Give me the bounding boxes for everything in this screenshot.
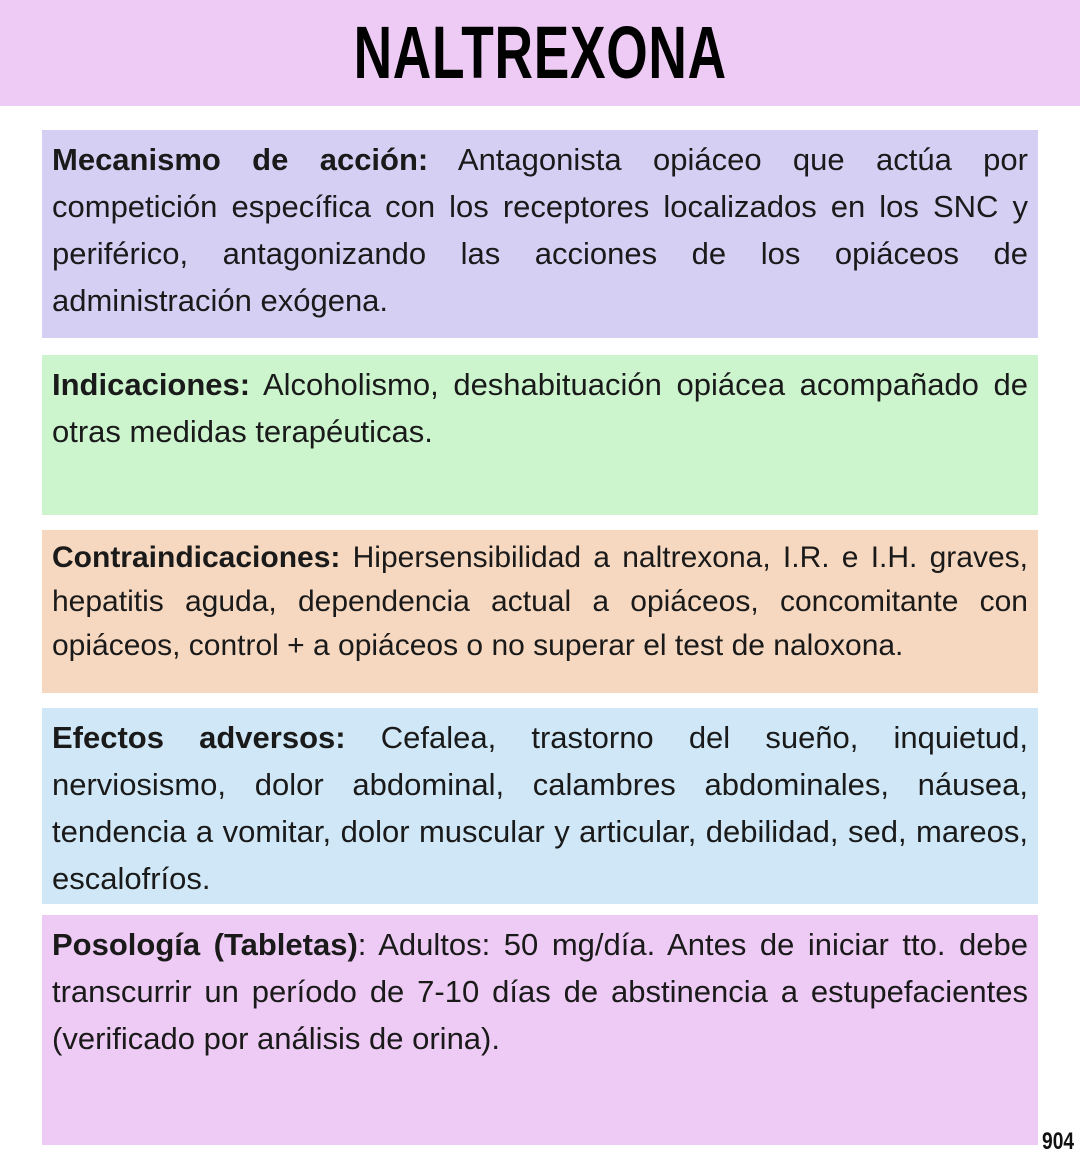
section-text: : Adultos: 50 mg/día. Antes de iniciar tto. debe transcurrir un período de 7-10 días de abstinencia a estupefacientes (verificado por análisis de orina). — [52, 927, 1029, 1056]
section-indications — [42, 355, 1038, 515]
section-label: Contraindicaciones: — [52, 541, 341, 574]
section-dosage — [42, 915, 1038, 1145]
section-contraindications — [42, 530, 1038, 693]
section-text: Cefalea, trastorno del sueño, inquietud, nerviosismo, dolor abdominal, calambres abdominales, náusea, tendencia a vomitar, dolor muscular y articular, debilidad, sed, mareos, escalofríos. — [52, 720, 1028, 896]
section-label: Posología (Tabletas) — [52, 927, 358, 962]
section-text: Antagonista opiáceo que actúa por competición específica con los receptores localizados en los SNC y periférico, antagonizando las acciones de los opiáceos de administración exógena. — [52, 142, 1028, 318]
title-banner — [0, 0, 1080, 106]
section-mechanism — [42, 130, 1038, 338]
section-label: Indicaciones: — [52, 367, 251, 402]
section-label: Efectos adversos: — [52, 720, 346, 755]
page-title: NALTREXONA — [353, 11, 727, 94]
section-label: Mecanismo de acción: — [52, 142, 429, 177]
section-adverse-effects — [42, 708, 1038, 904]
section-text: Hipersensibilidad a naltrexona, I.R. e I.H. graves, hepatitis aguda, dependencia actual a opiáceos, concomitante con opiáceos, control + a opiáceos o no superar el test de naloxona. — [52, 541, 1028, 662]
page-number: 904 — [1041, 1128, 1074, 1155]
section-text: Alcoholismo, deshabituación opiácea acompañado de otras medidas terapéuticas. — [52, 367, 1028, 449]
